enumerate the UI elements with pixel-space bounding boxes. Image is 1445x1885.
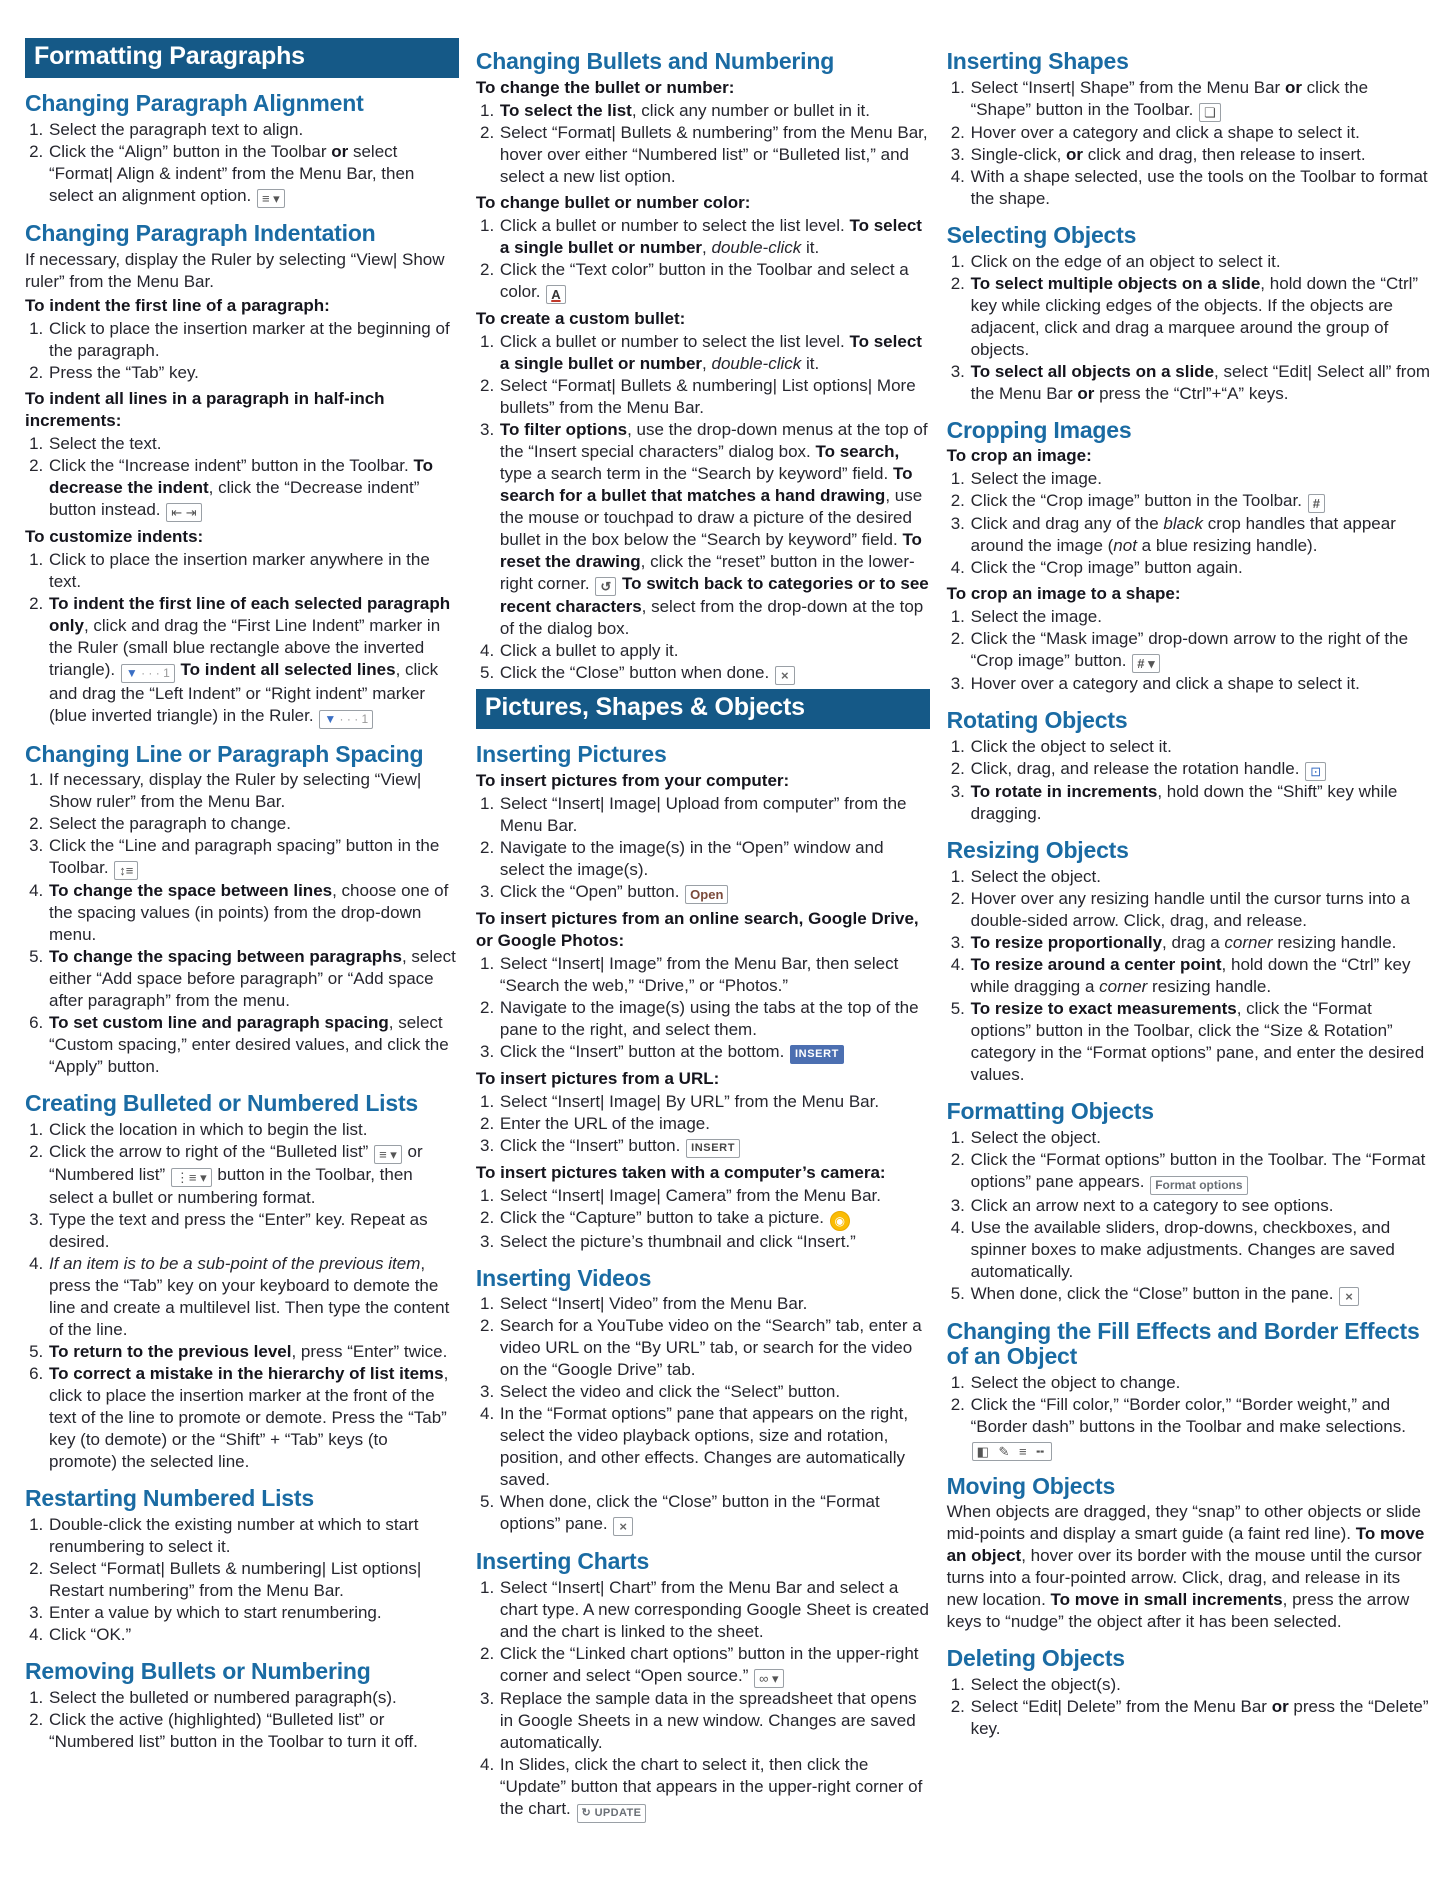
steps-list	[25, 769, 459, 1078]
step-item: 4. Click “OK.”	[48, 1624, 459, 1646]
camera-button-icon: ◉	[830, 1211, 850, 1231]
subheading: To change bullet or number color:	[475, 192, 751, 212]
step-item: 1. Select “Insert| Chart” from the Menu Bar and select a chart type. A new corresponding Google Sheet is created and the chart is linked to the sheet.	[499, 1577, 930, 1643]
step-item: 3. Click an arrow next to a category to see options.	[970, 1195, 1431, 1217]
step-item: 3. Type the text and press the “Enter” key. Repeat as desired.	[48, 1209, 459, 1253]
topic-heading: Restarting Numbered Lists	[25, 1485, 314, 1512]
step-item: 3. Click the “Insert” button at the bottom. INSERT	[499, 1041, 930, 1064]
steps-list	[25, 1687, 459, 1753]
close-button-icon: ×	[775, 666, 795, 685]
subheading: To insert pictures from your computer:	[475, 770, 790, 790]
topic-heading: Resizing Objects	[946, 837, 1129, 864]
subheading: To change the bullet or number:	[475, 77, 735, 97]
step-item: 2. Select “Format| Bullets & numbering| List options| Restart numbering” from the Menu Bar.	[48, 1558, 459, 1602]
steps-list	[476, 1293, 930, 1536]
step-item: 3. To select all objects on a slide, select “Edit| Select all” from the Menu Bar or press the “Ctrl”+“A” keys.	[970, 361, 1431, 405]
step-item: 1. Select the object.	[970, 866, 1431, 888]
topic-heading: Inserting Videos	[475, 1264, 652, 1291]
align-button-icon: ≡ ▾	[257, 189, 285, 208]
mask-image-button-icon: # ▾	[1132, 654, 1159, 673]
steps-list	[947, 251, 1431, 405]
bulleted-list-arrow-icon: ≡ ▾	[374, 1145, 402, 1164]
steps-list	[25, 1514, 459, 1646]
subheading: To insert pictures taken with a computer’s camera:	[475, 1162, 886, 1182]
topic-heading: Changing Line or Paragraph Spacing	[25, 740, 424, 767]
step-item: 1. Select “Insert| Image” from the Menu Bar, then select “Search the web,” “Drive,” or “Photos.”	[499, 953, 930, 997]
step-item: 2. Hover over any resizing handle until the cursor turns into a double-sided arrow. Click, drag, and release.	[970, 888, 1431, 932]
steps-list	[947, 1372, 1431, 1461]
step-item: 1. Click a bullet or number to select the list level. To select a single bullet or number, double-click it.	[499, 331, 930, 375]
step-item: 3. Click and drag any of the black crop handles that appear around the image (not a blue resizing handle).	[970, 513, 1431, 557]
steps-list	[947, 468, 1431, 579]
step-item: 4. Click the “Crop image” button again.	[970, 557, 1431, 579]
step-item: 2. Navigate to the image(s) in the “Open” window and select the image(s).	[499, 837, 930, 881]
step-item: 4. Use the available sliders, drop-downs, checkboxes, and spinner boxes to make adjustments. Changes are saved automatically.	[970, 1217, 1431, 1283]
topic-heading: Rotating Objects	[946, 707, 1128, 734]
step-item: 1. Select “Insert| Image| By URL” from the Menu Bar.	[499, 1091, 930, 1113]
step-item: 2. To select multiple objects on a slide, hold down the “Ctrl” key while clicking edges of the objects. If the objects are adjacent, click and drag a marquee around the group of objects.	[970, 273, 1431, 361]
step-item: 2. Select the paragraph to change.	[48, 813, 459, 835]
step-item: 5. To return to the previous level, press “Enter” twice.	[48, 1341, 459, 1363]
step-item: 3. To filter options, use the drop-down menus at the top of the “Insert special characters” dialog box. To search, type a search term in the “Search by keyword” field. To search for a bullet that matches a hand drawing, use the mouse or touchpad to draw a picture of the desired bullet in the box below the “Search by keyword” field. To reset the drawing, click the “reset” button in the lower-right corner. ↺ To switch back to categories or to see recent characters, select from the drop-down at the top of the dialog box.	[499, 419, 930, 640]
steps-list	[476, 100, 930, 188]
step-item: 2. Click the “Mask image” drop-down arrow to the right of the “Crop image” button. # ▾	[970, 628, 1431, 673]
steps-list	[25, 119, 459, 208]
step-item: 3. Hover over a category and click a shape to select it.	[970, 673, 1431, 695]
step-item: 4. In the “Format options” pane that appears on the right, select the video playback options, size and rotation, position, and other effects. Changes are automatically saved.	[499, 1403, 930, 1491]
step-item: 1. Select the image.	[970, 606, 1431, 628]
step-item: 1. Select the object to change.	[970, 1372, 1431, 1394]
step-item: 2. Select “Format| Bullets & numbering| List options| More bullets” from the Menu Bar.	[499, 375, 930, 419]
step-item: 1. Click to place the insertion marker at the beginning of the paragraph.	[48, 318, 459, 362]
step-item: 2. Press the “Tab” key.	[48, 362, 459, 384]
step-item: 4. To resize around a center point, hold down the “Ctrl” key while dragging a corner resizing handle.	[970, 954, 1431, 998]
step-item: 1. To select the list, click any number or bullet in it.	[499, 100, 930, 122]
ruler-left-indent-icon: ▼ · · · 1	[319, 710, 373, 729]
step-item: 1. Select the image.	[970, 468, 1431, 490]
ruler-first-line-icon: ▼ · · · 1	[121, 664, 175, 683]
topic-heading: Creating Bulleted or Numbered Lists	[25, 1090, 419, 1117]
shape-button-icon: ❏	[1199, 103, 1221, 122]
close-button-icon: ×	[613, 1517, 633, 1536]
step-item: 2. Click the arrow to right of the “Bulleted list” ≡ ▾ or “Numbered list” ⋮≡ ▾ button in the Toolbar, then select a bullet or numbering format.	[48, 1141, 459, 1209]
steps-list	[947, 866, 1431, 1086]
column-left	[25, 36, 459, 1885]
steps-list	[947, 77, 1431, 210]
steps-list	[476, 793, 930, 904]
close-button-icon: ×	[1339, 1287, 1359, 1306]
step-item: 3. To resize proportionally, drag a corner resizing handle.	[970, 932, 1431, 954]
step-item: 4. Click a bullet to apply it.	[499, 640, 930, 662]
step-item: 2. Select “Format| Bullets & numbering” from the Menu Bar, hover over either “Numbered list” or “Bulleted list,” and select a new list option.	[499, 122, 930, 188]
step-item: 1. Select the object(s).	[970, 1674, 1431, 1696]
step-item: 2. Click the “Text color” button in the Toolbar and select a color. A	[499, 259, 930, 304]
subheading: To indent all lines in a paragraph in half-inch increments:	[25, 388, 385, 430]
topic-heading: Changing the Fill Effects and Border Effects of an Object	[946, 1317, 1420, 1369]
step-item: 3. To rotate in increments, hold down the “Shift” key while dragging.	[970, 781, 1431, 825]
step-item: 5. To change the spacing between paragraphs, select either “Add space before paragraph” or “Add space after paragraph” from the menu.	[48, 946, 459, 1012]
step-item: 2. To indent the first line of each selected paragraph only, click and drag the “First Line Indent” marker in the Ruler (small blue rectangle above the inverted triangle). ▼ · · · 1 To indent all selected lines, click and drag the “Left Indent” or “Right indent” marker (blue inverted triangle) in the Ruler. ▼ · · · 1	[48, 593, 459, 729]
steps-list	[947, 1674, 1431, 1740]
step-item: 2. Select “Edit| Delete” from the Menu Bar or press the “Delete” key.	[970, 1696, 1431, 1740]
steps-list	[476, 215, 930, 304]
linked-chart-options-icon: ∞ ▾	[754, 1669, 783, 1688]
step-item: 5. When done, click the “Close” button in the pane. ×	[970, 1283, 1431, 1306]
steps-list	[476, 1185, 930, 1253]
steps-list	[947, 1127, 1431, 1306]
subheading: To crop an image:	[946, 446, 1092, 466]
step-item: 1. Select “Insert| Image| Camera” from the Menu Bar.	[499, 1185, 930, 1207]
open-button-icon: Open	[685, 885, 728, 904]
step-item: 1. Select the paragraph text to align.	[48, 119, 459, 141]
topic-heading: Changing Paragraph Indentation	[25, 219, 376, 246]
step-item: 5. When done, click the “Close” button in the “Format options” pane. ×	[499, 1491, 930, 1536]
step-item: 2. Click the “Align” button in the Toolbar or select “Format| Align & indent” from the Menu Bar, then select an alignment option. ≡ ▾	[48, 141, 459, 208]
step-item: 3. Replace the sample data in the spreadsheet that opens in Google Sheets in a new window. Changes are saved automatically.	[499, 1688, 930, 1754]
subheading: To insert pictures from a URL:	[475, 1068, 720, 1088]
step-item: 2. Click the “Crop image” button in the Toolbar. #	[970, 490, 1431, 513]
step-item: 3. Click the “Open” button. Open	[499, 881, 930, 904]
topic-heading: Deleting Objects	[946, 1645, 1125, 1672]
step-item: 1. Select “Insert| Video” from the Menu Bar.	[499, 1293, 930, 1315]
column-right	[947, 36, 1431, 1885]
format-options-button-icon: Format options	[1150, 1176, 1247, 1195]
step-item: 1. Select the object.	[970, 1127, 1431, 1149]
step-item: 2. Enter the URL of the image.	[499, 1113, 930, 1135]
step-item: 2. Click the “Linked chart options” button in the upper-right corner and select “Open source.” ∞ ▾	[499, 1643, 930, 1688]
steps-list	[476, 1577, 930, 1823]
subheading: To customize indents:	[25, 526, 204, 546]
numbered-list-arrow-icon: ⋮≡ ▾	[171, 1168, 212, 1187]
crop-button-icon: #	[1308, 494, 1325, 513]
text-color-button-icon: A	[546, 285, 565, 304]
paragraph: If necessary, display the Ruler by selecting “View| Show ruler” from the Menu Bar.	[25, 249, 445, 291]
step-item: 3. Select the video and click the “Select” button.	[499, 1381, 930, 1403]
insert-button-primary-icon: INSERT	[790, 1045, 844, 1064]
step-item: 1. Double-click the existing number at which to start renumbering to select it.	[48, 1514, 459, 1558]
rotation-handle-icon: ⊡	[1305, 762, 1326, 781]
steps-list	[25, 433, 459, 522]
step-item: 3. Select the picture’s thumbnail and click “Insert.”	[499, 1231, 930, 1253]
column-middle	[476, 36, 930, 1885]
step-item: 5. To resize to exact measurements, click the “Format options” button in the Toolbar, click the “Size & Rotation” category in the “Format options” pane, and enter the desired values.	[970, 998, 1431, 1086]
topic-heading: Cropping Images	[946, 416, 1132, 443]
topic-heading: Selecting Objects	[946, 221, 1137, 248]
step-item: 6. To set custom line and paragraph spacing, select “Custom spacing,” enter desired values, and click the “Apply” button.	[48, 1012, 459, 1078]
step-item: 1. Click the object to select it.	[970, 736, 1431, 758]
steps-list	[25, 1119, 459, 1473]
subheading: To indent the first line of a paragraph:	[25, 295, 330, 315]
step-item: 5. Click the “Close” button when done. ×	[499, 662, 930, 685]
steps-list	[476, 953, 930, 1064]
subheading: To insert pictures from an online search, Google Drive, or Google Photos:	[475, 908, 919, 950]
step-item: 2. Navigate to the image(s) using the tabs at the top of the pane to the right, and select them.	[499, 997, 930, 1041]
paragraph: When objects are dragged, they “snap” to other objects or slide mid-points and display a smart guide (a faint red line). To move an object, hover over its border with the mouse until the cursor turns into a four-pointed arrow. Click, drag, and release in its new location. To move in small increments, press the arrow keys to “nudge” the object after it has been selected.	[946, 1502, 1425, 1632]
step-item: 1. Select the bulleted or numbered paragraph(s).	[48, 1687, 459, 1709]
steps-list	[947, 606, 1431, 695]
topic-heading: Changing Bullets and Numbering	[475, 48, 835, 74]
step-item: 1. Select “Insert| Image| Upload from computer” from the Menu Bar.	[499, 793, 930, 837]
reset-button-icon: ↺	[595, 577, 616, 596]
topic-heading: Inserting Pictures	[475, 740, 667, 767]
steps-list	[947, 736, 1431, 825]
step-item: 2. Click the “Capture” button to take a picture. ◉	[499, 1207, 930, 1231]
topic-heading: Formatting Objects	[946, 1098, 1154, 1125]
step-item: 4. To change the space between lines, choose one of the spacing values (in points) from the drop-down menu.	[48, 880, 459, 946]
step-item: 2. Hover over a category and click a shape to select it.	[970, 122, 1431, 144]
update-button-icon: ↻ UPDATE	[577, 1804, 647, 1823]
step-item: 2. Click, drag, and release the rotation handle. ⊡	[970, 758, 1431, 781]
step-item: 1. If necessary, display the Ruler by selecting “View| Show ruler” from the Menu Bar.	[48, 769, 459, 813]
step-item: 2. Click the “Increase indent” button in the Toolbar. To decrease the indent, click the “Decrease indent” button instead. ⇤ ⇥	[48, 455, 459, 522]
section-banner: Formatting Paragraphs	[25, 38, 459, 78]
topic-heading: Inserting Shapes	[946, 48, 1129, 74]
step-item: 1. Click to place the insertion marker anywhere in the text.	[48, 549, 459, 593]
step-item: 3. Enter a value by which to start renumbering.	[48, 1602, 459, 1624]
fill-border-buttons-icon: ◧ ✎ ≡ ╍	[972, 1442, 1052, 1461]
step-item: 4. If an item is to be a sub-point of the previous item, press the “Tab” key on your keyboard to demote the line and create a multilevel list. Then type the content of the line.	[48, 1253, 459, 1341]
step-item: 1. Click the location in which to begin the list.	[48, 1119, 459, 1141]
topic-heading: Inserting Charts	[475, 1548, 650, 1575]
step-item: 3. Single-click, or click and drag, then release to insert.	[970, 144, 1431, 166]
step-item: 1. Select the text.	[48, 433, 459, 455]
section-banner: Pictures, Shapes & Objects	[476, 689, 930, 729]
steps-list	[476, 1091, 930, 1158]
topic-heading: Moving Objects	[946, 1472, 1116, 1499]
topic-heading: Removing Bullets or Numbering	[25, 1658, 371, 1685]
step-item: 2. Click the “Fill color,” “Border color,” “Border weight,” and “Border dash” buttons in the Toolbar and make selections. ◧ ✎ ≡ ╍	[970, 1394, 1431, 1461]
step-item: 6. To correct a mistake in the hierarchy of list items, click to place the insertion marker at the front of the text of the line to promote or demote. Press the “Tab” key (to demote) or the “Shift” + “Tab” keys (to promote) the selected line.	[48, 1363, 459, 1473]
step-item: 1. Click on the edge of an object to select it.	[970, 251, 1431, 273]
step-item: 2. Click the “Format options” button in the Toolbar. The “Format options” pane appears. Format options	[970, 1149, 1431, 1195]
steps-list	[25, 549, 459, 729]
step-item: 2. Click the active (highlighted) “Bulleted list” or “Numbered list” button in the Toolbar to turn it off.	[48, 1709, 459, 1753]
step-item: 3. Click the “Insert” button. INSERT	[499, 1135, 930, 1158]
step-item: 1. Click a bullet or number to select the list level. To select a single bullet or number, double-click it.	[499, 215, 930, 259]
subheading: To create a custom bullet:	[475, 308, 686, 328]
steps-list	[476, 331, 930, 685]
topic-heading: Changing Paragraph Alignment	[25, 90, 364, 116]
steps-list	[25, 318, 459, 384]
step-item: 4. With a shape selected, use the tools on the Toolbar to format the shape.	[970, 166, 1431, 210]
indent-buttons-icon: ⇤ ⇥	[166, 503, 201, 522]
step-item: 3. Click the “Line and paragraph spacing” button in the Toolbar. ↕≡	[48, 835, 459, 880]
line-spacing-button-icon: ↕≡	[114, 861, 138, 880]
step-item: 4. In Slides, click the chart to select it, then click the “Update” button that appears in the upper-right corner of the chart. ↻ UPDATE	[499, 1754, 930, 1823]
step-item: 1. Select “Insert| Shape” from the Menu Bar or click the “Shape” button in the Toolbar. ❏	[970, 77, 1431, 122]
step-item: 2. Search for a YouTube video on the “Search” tab, enter a video URL on the “By URL” tab, or search for the video on the “Google Drive” tab.	[499, 1315, 930, 1381]
insert-button-icon: INSERT	[686, 1139, 740, 1158]
subheading: To crop an image to a shape:	[946, 584, 1181, 604]
